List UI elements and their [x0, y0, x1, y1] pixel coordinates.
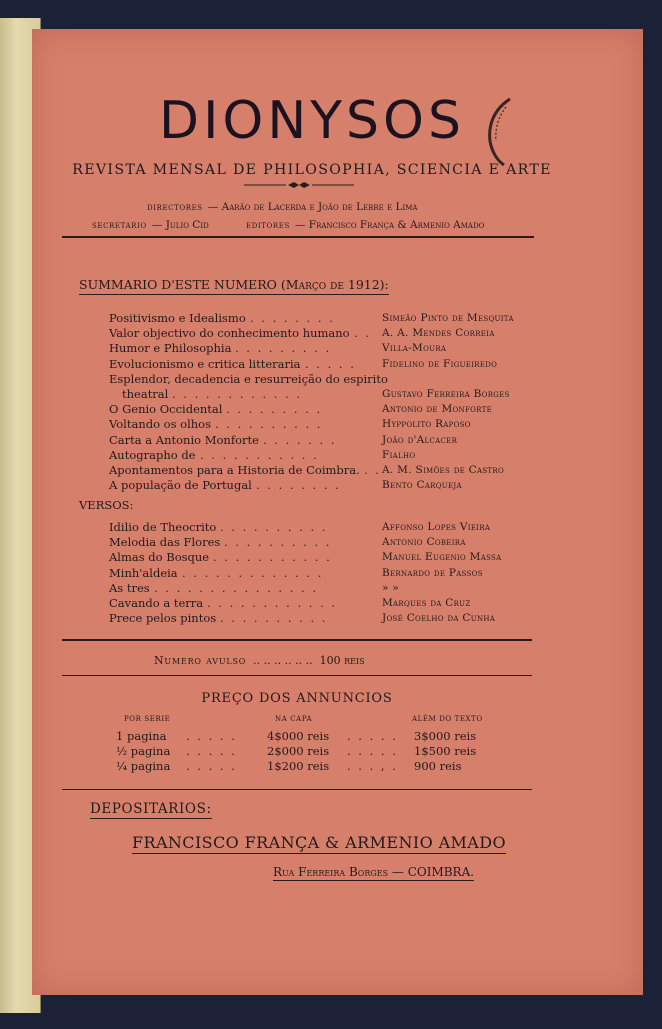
single-issue-leader: .. .. .. .. .. ..: [253, 654, 313, 667]
masthead-rule: [62, 236, 534, 238]
dot-leader: . . . . . . . . . . . .: [207, 596, 338, 610]
ad-price-texto: 1$500 reis: [414, 744, 477, 759]
publishers-name: [132, 833, 506, 854]
dot-leader: . . . , .: [347, 759, 398, 774]
dot-leader: . . . . . . . . . .: [220, 611, 328, 626]
single-issue-price: [154, 654, 365, 667]
list-item: [109, 311, 559, 326]
dot-leader: . . . . .: [186, 744, 237, 759]
dot-leader: . . . . .: [305, 356, 356, 371]
editors-names: — Francisco França & Armenio Amado: [294, 219, 485, 231]
entry-author: A. A. Mendes Correia: [382, 327, 495, 340]
list-item: [109, 520, 559, 535]
dot-leader: . . . . .: [347, 729, 398, 743]
entry-title: Positivismo e Idealismo: [109, 311, 246, 325]
journal-cover: [32, 29, 643, 995]
dot-leader: . . . . . . . . . . .: [213, 550, 332, 565]
ad-price-capa: 4$000 reis: [267, 729, 330, 743]
ads-rule: [62, 789, 532, 790]
entry-author: Marques da Cruz: [382, 597, 471, 609]
dot-leader: . . . . .: [347, 744, 398, 759]
dot-leader: . . . . . . . . . .: [220, 520, 328, 534]
depositarios-heading: [90, 801, 212, 819]
list-item: [109, 341, 559, 356]
col-capa: NA CAPA: [275, 715, 313, 723]
entry-title: Minh'aldeia: [109, 565, 178, 580]
dot-leader: . . . . .: [186, 729, 237, 743]
entry-title: Idilio de Theocrito: [109, 520, 217, 534]
list-item: [109, 463, 559, 478]
list-item: [109, 433, 559, 448]
journal-subtitle: REVISTA MENSAL DE PHILOSOPHIA, SCIENCIA E ARTE: [72, 162, 552, 178]
entry-author: Antonio de Monforte: [382, 403, 492, 416]
entry-author: Villa-Moura: [382, 342, 447, 355]
dot-leader: . .: [354, 326, 371, 341]
directors-line: [147, 195, 417, 214]
dot-leader: . . . . . . . . . . . . .: [182, 565, 324, 580]
entry-title: Carta a Antonio Monforte: [109, 432, 259, 447]
editors-label: EDITORES: [246, 222, 290, 230]
col-serie: POR SERIE: [124, 715, 171, 723]
list-item: [109, 326, 559, 341]
table-row: [92, 744, 512, 759]
single-issue-label: Numero avulso: [154, 654, 247, 667]
ads-heading: PREÇO DOS ANNUNCIOS: [201, 691, 393, 706]
summary-rule: [62, 639, 532, 641]
editors-line: [246, 213, 484, 232]
entry-title: Prece pelos pintos: [109, 611, 217, 626]
entry-title: theatral: [122, 387, 169, 401]
dot-leader: . . . . . . . . . . . . . . .: [154, 580, 319, 595]
publisher-address: [273, 865, 474, 881]
entry-title: Voltando os olhos: [109, 417, 211, 432]
dot-leader: . .: [364, 463, 381, 477]
secretary-line: [92, 213, 209, 232]
dot-leader: . . . . . . . . . . .: [200, 447, 319, 462]
list-item: [109, 535, 559, 550]
summary-heading-text: SUMMARIO D'ESTE NUMERO: [79, 277, 277, 292]
entry-author: Fialho: [382, 448, 416, 461]
avulso-rule: [62, 675, 532, 676]
list-item: [109, 611, 559, 626]
list-item: [109, 566, 559, 581]
entry-author: Manuel Eugenio Massa: [382, 551, 502, 564]
dot-leader: . . . . . . . .: [256, 478, 341, 493]
entry-author: João d'Alcacer: [382, 433, 458, 446]
dot-leader: . . . . . . . .: [250, 311, 335, 325]
entry-title: Autographo de: [109, 447, 196, 462]
ornament-divider: [244, 181, 354, 189]
entry-title: Cavando a terra: [109, 596, 204, 610]
dot-leader: . . . . . . . . .: [235, 341, 332, 356]
summary-date: (Março de 1912):: [280, 277, 389, 292]
depositarios-heading-text: DEPOSITARIOS:: [90, 801, 212, 817]
address-text: Rua Ferreira Borges — COIMBRA.: [273, 865, 475, 879]
ad-price-texto: 3$000 reis: [414, 729, 477, 743]
directors-names: — Aarão de Lacerda e João de Lebre e Lima: [207, 201, 418, 213]
single-issue-value: 100 reis: [319, 654, 365, 667]
dot-leader: . . . . . . . . .: [226, 402, 323, 417]
list-item: [109, 387, 559, 402]
entry-title: O Genio Occidental: [109, 402, 223, 417]
entry-title: Apontamentos para a Historia de Coimbra.: [109, 463, 360, 477]
dot-leader: . . . . . . . . . .: [224, 535, 332, 550]
directors-label: DIRECTORES: [147, 204, 203, 212]
entry-title: Evolucionismo e critica litteraria: [109, 356, 301, 371]
list-item: [109, 357, 559, 372]
mark-icon: [480, 95, 520, 167]
entry-title: Valor objectivo do conhecimento humano: [109, 326, 350, 341]
entry-title: A população de Portugal: [109, 478, 252, 493]
entry-title: Melodia das Flores: [109, 535, 221, 550]
secretary-label: SECRETARIO: [92, 222, 147, 230]
entry-author: Antonio Cobeira: [382, 536, 466, 549]
dot-leader: . . . . . . .: [263, 432, 337, 447]
entry-author: Simeão Pinto de Mesquita: [382, 312, 514, 324]
list-item: [109, 550, 559, 565]
entry-title: As tres: [109, 580, 150, 595]
summary-heading: [79, 277, 389, 295]
dot-leader: . . . . . . . . . . . .: [172, 387, 303, 401]
entry-title: Esplendor, decadencia e resurreição do espirito: [109, 371, 388, 386]
versos-heading: VERSOS:: [79, 498, 134, 512]
dot-leader: . . . . .: [186, 759, 237, 774]
entry-author: José Coelho da Cunha: [382, 612, 496, 625]
entry-title: Almas do Bosque: [109, 550, 210, 565]
entry-author: Fidelino de Figueiredo: [382, 357, 498, 370]
list-item: [109, 417, 559, 432]
list-item: [109, 448, 559, 463]
table-row: [92, 759, 512, 774]
entry-author: Bento Carqueja: [382, 479, 462, 492]
publishers-text: FRANCISCO FRANÇA & ARMENIO AMADO: [132, 833, 507, 852]
journal-title: DIONYSOS: [159, 91, 465, 151]
table-row: [92, 729, 512, 744]
entry-author: Affonso Lopes Vieira: [382, 521, 491, 533]
list-item: [109, 372, 559, 387]
dot-leader: . . . . . . . . . .: [215, 417, 323, 432]
entry-author: A. M. Simões de Castro: [382, 464, 505, 476]
list-item: [109, 478, 559, 493]
list-item: [109, 596, 559, 611]
list-item: [109, 402, 559, 417]
col-texto: ALÉM DO TEXTO: [412, 715, 483, 723]
entry-author: Gustavo Ferreira Borges: [382, 388, 510, 400]
entry-author: » »: [382, 581, 400, 594]
list-item: [109, 581, 559, 596]
secretary-name: — Julio Cid: [151, 219, 209, 231]
ad-price-capa: 2$000 reis: [267, 744, 330, 759]
ad-size: ½ pagina: [116, 744, 171, 759]
ad-size: 1 pagina: [116, 729, 167, 743]
entry-author: Hyppolito Raposo: [382, 418, 471, 431]
ad-price-texto: 900 reis: [414, 759, 462, 774]
entry-author: Bernardo de Passos: [382, 566, 483, 579]
ad-price-capa: 1$200 reis: [267, 759, 330, 774]
entry-title: Humor e Philosophia: [109, 341, 232, 356]
ad-size: ¼ pagina: [116, 759, 171, 774]
